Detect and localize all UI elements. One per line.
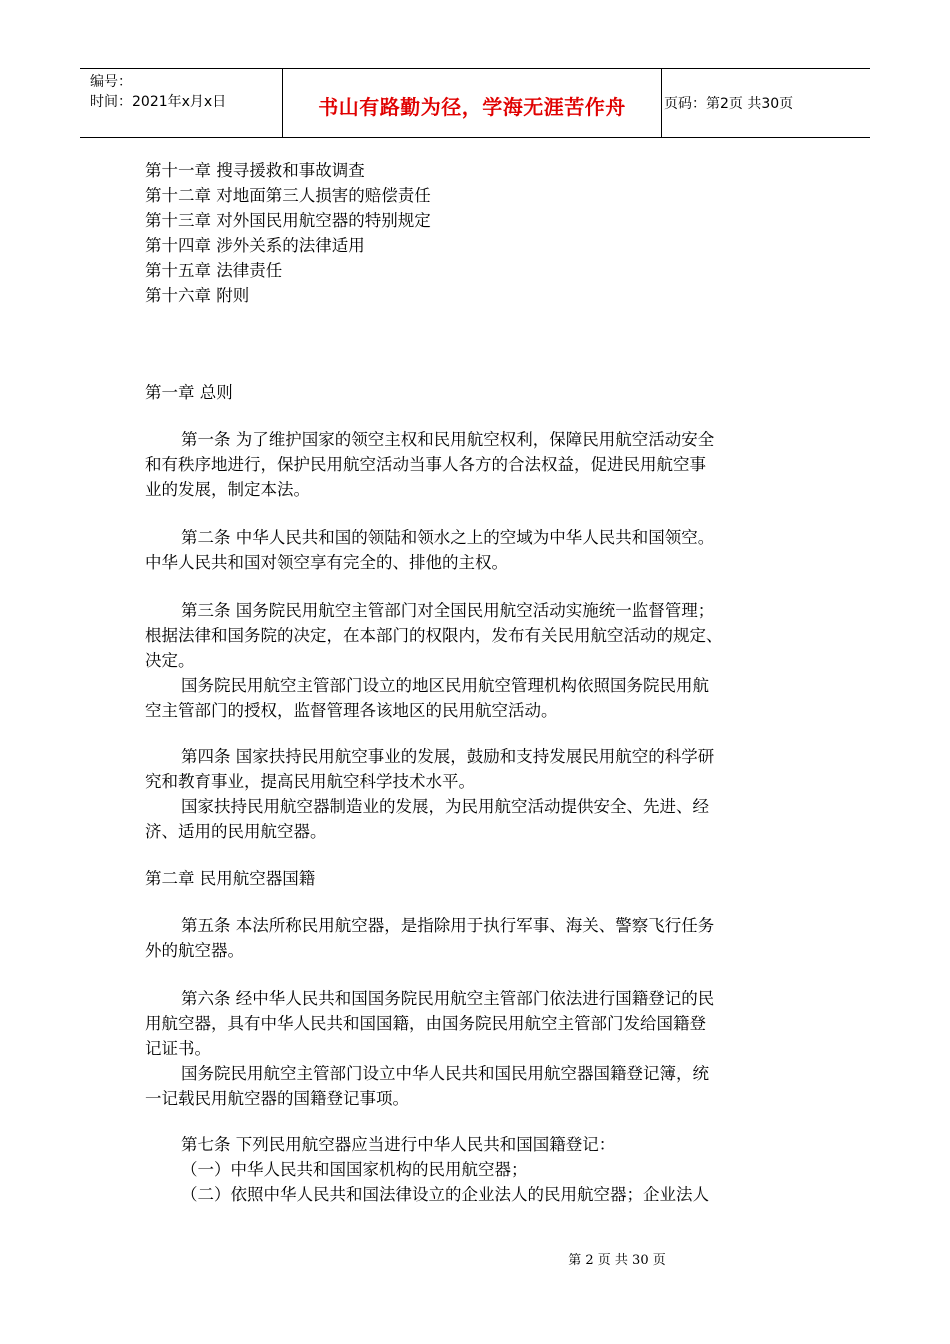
article-line: 第二条 中华人民共和国的领陆和领水之上的空域为中华人民共和国领空。 [181,528,715,547]
document-time-label: 时间：2021年x月x日 [90,94,227,110]
article-line: 记证书。 [145,1039,211,1058]
article-line: 第一条 为了维护国家的领空主权和民用航空权利，保障民用航空活动安全 [181,430,715,449]
toc-item: 第十六章 附则 [145,286,250,305]
article-line: 国家扶持民用航空器制造业的发展，为民用航空活动提供安全、先进、经 [181,797,709,816]
article-line: 用航空器，具有中华人民共和国国籍，由国务院民用航空主管部门发给国籍登 [145,1014,706,1033]
article-line: 国务院民用航空主管部门设立的地区民用航空管理机构依照国务院民用航 [181,676,709,695]
toc-item: 第十四章 涉外关系的法律适用 [145,236,365,255]
header-motto-cell [282,69,662,137]
article-line: （一）中华人民共和国国家机构的民用航空器； [181,1160,528,1179]
article-line: 外的航空器。 [145,941,244,960]
toc-item: 第十三章 对外国民用航空器的特别规定 [145,211,431,230]
header-meta [80,69,282,137]
article-line: 第三条 国务院民用航空主管部门对全国民用航空活动实施统一监督管理； [181,601,715,620]
article-line: 第四条 国家扶持民用航空事业的发展，鼓励和支持发展民用航空的科学研 [181,747,715,766]
article-line: 第五条 本法所称民用航空器，是指除用于执行军事、海关、警察飞行任务 [181,916,715,935]
article-line: 决定。 [145,651,195,670]
footer-page-number: 第 2 页 共 30 页 [568,1253,666,1268]
article-line: 业的发展，制定本法。 [145,480,310,499]
article-line: 和有秩序地进行，保护民用航空活动当事人各方的合法权益，促进民用航空事 [145,455,706,474]
article-line: 第七条 下列民用航空器应当进行中华人民共和国国籍登记： [181,1135,616,1154]
article-line: 第六条 经中华人民共和国国务院民用航空主管部门依法进行国籍登记的民 [181,989,715,1008]
article-line: 国务院民用航空主管部门设立中华人民共和国民用航空器国籍登记簿，统 [181,1064,709,1083]
document-number-label: 编号： [90,74,132,90]
article-line: 根据法律和国务院的决定，在本部门的权限内，发布有关民用航空活动的规定、 [145,626,723,645]
header-page-info: 页码：第2页 共30页 [664,96,794,112]
article-line: 究和教育事业，提高民用航空科学技术水平。 [145,772,475,791]
article-line: 济、适用的民用航空器。 [145,822,327,841]
toc-item: 第十一章 搜寻援救和事故调查 [145,161,365,180]
chapter-heading: 第二章 民用航空器国籍 [145,869,316,888]
page-header [80,68,870,138]
article-line: 空主管部门的授权，监督管理各该地区的民用航空活动。 [145,701,558,720]
header-motto: 书山有路勤为径，学海无涯苦作舟 [318,95,626,119]
article-line: 一记载民用航空器的国籍登记事项。 [145,1089,409,1108]
article-line: （二）依照中华人民共和国法律设立的企业法人的民用航空器；企业法人 [181,1185,709,1204]
article-line: 中华人民共和国对领空享有完全的、排他的主权。 [145,553,508,572]
page-footer [0,1249,950,1268]
toc-item: 第十五章 法律责任 [145,261,283,280]
toc-item: 第十二章 对地面第三人损害的赔偿责任 [145,186,431,205]
chapter-heading: 第一章 总则 [145,383,233,402]
header-page-cell [664,69,870,137]
